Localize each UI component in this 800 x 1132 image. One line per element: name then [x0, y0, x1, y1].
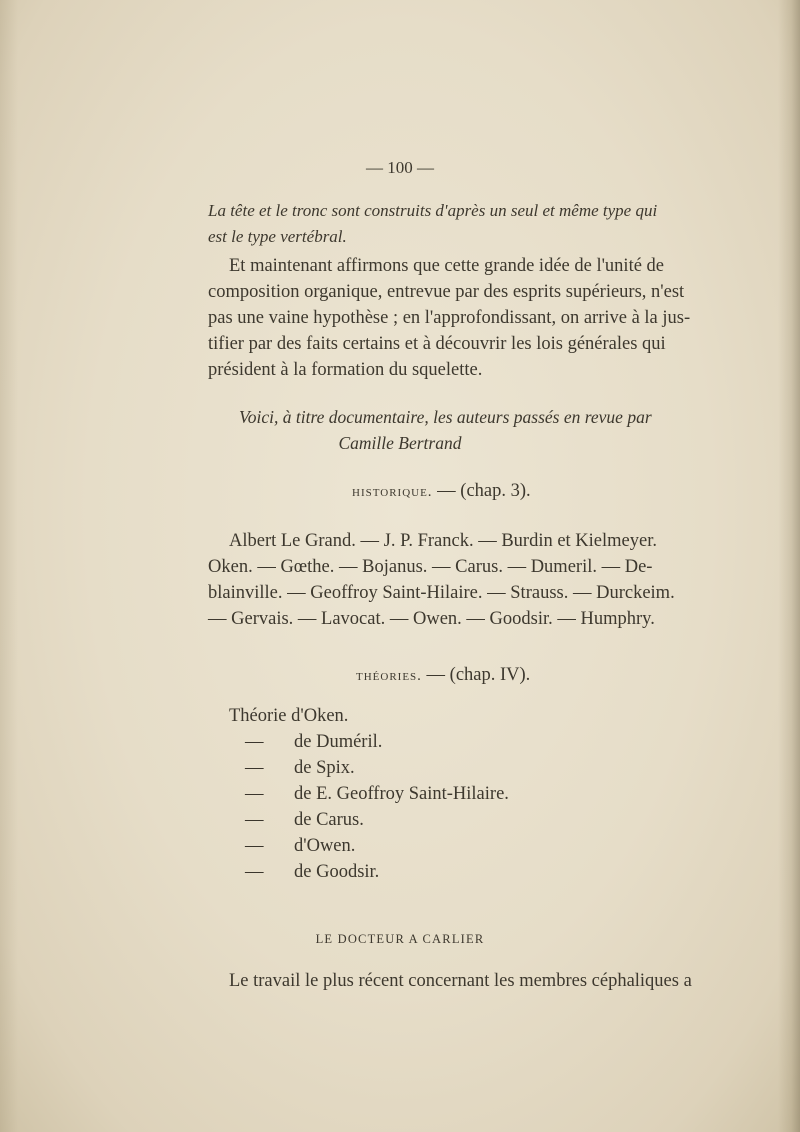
theory-item: de E. Geoffroy Saint-Hilaire. [294, 784, 509, 804]
authors-line-1: Albert Le Grand. — J. P. Franck. — Burdin et Kielmeyer. [229, 531, 657, 551]
historique-ref: — (chap. 3). [437, 481, 531, 501]
historique-label: historique. [352, 484, 433, 500]
theory-dash: — [245, 862, 264, 882]
voici-line-1: Voici, à titre documentaire, les auteurs passés en revue par [239, 407, 652, 427]
authors-line-3: blainville. — Geoffroy Saint-Hilaire. — Strauss. — Durckeim. [208, 583, 675, 603]
theory-item: de Spix. [294, 758, 355, 778]
theory-item: d'Owen. [294, 836, 356, 856]
paragraph-line-2: composition organique, entrevue par des esprits supérieurs, n'est [208, 282, 685, 302]
paragraph-line-1: Et maintenant affirmons que cette grande idée de l'unité de [229, 256, 665, 276]
theory-item: de Goodsir. [294, 862, 380, 882]
theories-ref: — (chap. IV). [426, 665, 531, 685]
theory-dash: — [245, 836, 264, 856]
theory-item: de Duméril. [294, 732, 383, 752]
paragraph-line-4: tifier par des faits certains et à découvrir les lois générales qui [208, 334, 666, 354]
intro-line-1: La tête et le tronc sont construits d'après un seul et même type qui [208, 201, 658, 220]
theory-dash: — [245, 784, 264, 804]
voici-line-2: Camille Bertrand [338, 433, 462, 453]
theory-oken: Théorie d'Oken. [229, 706, 349, 726]
intro-line-2: est le type vertébral. [208, 227, 347, 246]
paragraph-line-5: président à la formation du squelette. [208, 360, 483, 380]
theory-dash: — [245, 810, 264, 830]
historique-heading [352, 480, 531, 503]
theories-heading [356, 664, 530, 687]
authors-line-2: Oken. — Gœthe. — Bojanus. — Carus. — Dumeril. — De- [208, 557, 653, 577]
section-heading: LE DOCTEUR A CARLIER [315, 932, 485, 946]
theories-label: théories. [356, 668, 422, 684]
page-number: — 100 — [366, 158, 434, 177]
last-line: Le travail le plus récent concernant les membres céphaliques a [229, 971, 692, 991]
theory-item: de Carus. [294, 810, 364, 830]
paragraph-line-3: pas une vaine hypothèse ; en l'approfondissant, on arrive à la jus- [208, 308, 691, 328]
theory-dash: — [245, 758, 264, 778]
authors-line-4: — Gervais. — Lavocat. — Owen. — Goodsir. — Humphry. [208, 609, 655, 629]
theory-dash: — [245, 732, 264, 752]
